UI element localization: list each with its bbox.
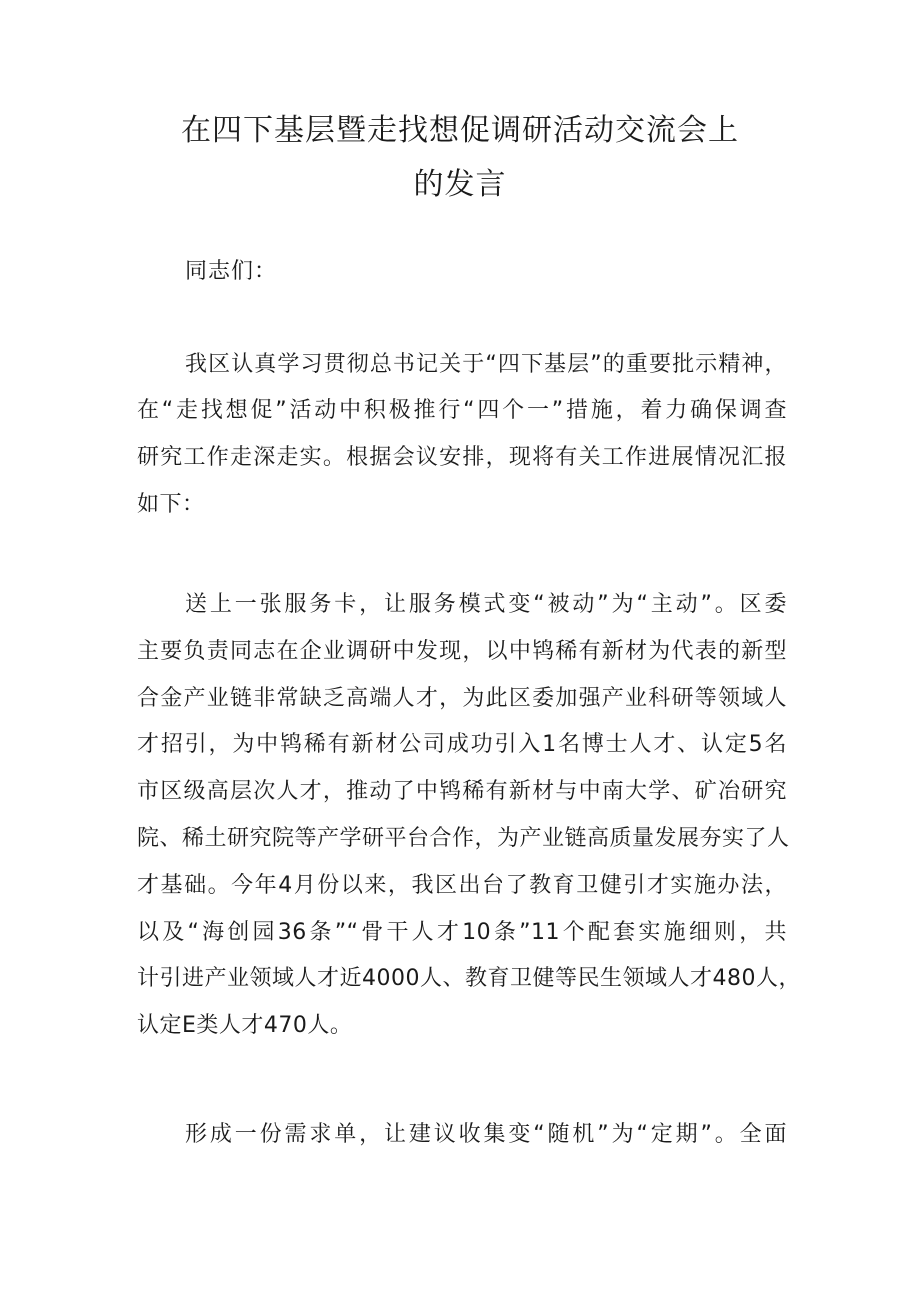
- paragraph-line: 才招引，为中鸨稀有新材公司成功引入1名博士人才、认定5名: [137, 732, 787, 757]
- paragraph-line: 院、稀土研究院等产学研平台合作，为产业链高质量发展夯实了人: [137, 826, 790, 851]
- paragraph-line: 才基础。今年4月份以来，我区出台了教育卫健引才实施办法，: [137, 873, 787, 898]
- paragraph-line: 研究工作走深走实。根据会议安排，现将有关工作进展情况汇报: [137, 445, 787, 470]
- document-title: [0, 104, 920, 212]
- paragraph-line: 合金产业链非常缺乏高端人才，为此区委加强产业科研等领域人: [137, 686, 787, 711]
- paragraph-line: 认定E类人才470人。: [137, 1013, 353, 1038]
- title-line-2: 的发言: [413, 167, 507, 202]
- paragraph-line: 形成一份需求单，让建议收集变“随机”为“定期”。全面: [185, 1122, 787, 1147]
- paragraph-line: 在“走找想促”活动中积极推行“四个一”措施，着力确保调查: [137, 398, 787, 423]
- paragraph-line: 主要负责同志在企业调研中发现，以中鸨稀有新材为代表的新型: [137, 639, 787, 664]
- salutation: 同志们：: [185, 259, 278, 284]
- paragraph-line: 以及“海创园36条”“骨干人才10条”11个配套实施细则，共: [137, 920, 787, 945]
- paragraph-line: 市区级高层次人才，推动了中鸨稀有新材与中南大学、矿冶研究: [137, 779, 787, 804]
- paragraph-line: 我区认真学习贯彻总书记关于“四下基层”的重要批示精神，: [185, 352, 787, 377]
- title-line-1: 在四下基层暨走找想促调研活动交流会上: [181, 113, 739, 148]
- paragraph-line: 计引进产业领域人才近4000人、教育卫健等民生领域人才480人，: [137, 966, 801, 991]
- paragraph-line: 送上一张服务卡，让服务模式变“被动”为“主动”。区委: [185, 592, 787, 617]
- paragraph-line: 如下：: [137, 492, 205, 517]
